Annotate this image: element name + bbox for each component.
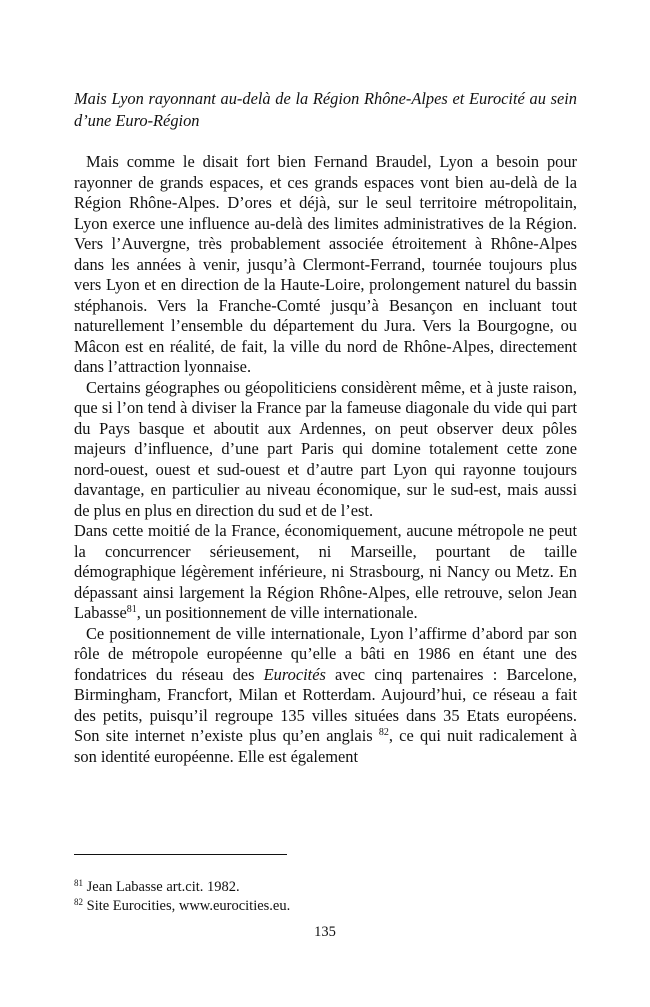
eurocites-term: Eurocités xyxy=(263,664,326,684)
footnote-separator xyxy=(74,854,287,855)
footnote-ref-81[interactable]: 81 xyxy=(126,604,137,615)
footnote-82 xyxy=(74,897,577,916)
footnote-ref-82[interactable]: 82 xyxy=(378,727,389,738)
footnote-text: Site Eurocities, www.eurocities.eu. xyxy=(86,898,291,914)
footnote-81 xyxy=(74,878,577,897)
page-body xyxy=(74,88,577,767)
section-heading: Mais Lyon rayonnant au-delà de la Région Rhône-Alpes et Eurocité au sein d’une Euro-Région xyxy=(74,89,577,130)
footnote-text: Jean Labasse art.cit. 1982. xyxy=(86,879,240,895)
paragraph-eurocites-text-mid: avec cinq partenaires : Barcelone, Birmingham, Francfort, Milan et Rotterdam. Aujourd’hui, ce réseau a fait des petits, puisqu’il regroupe 135 villes situées dans 35 Etats européens. Son site internet n’existe plus qu’en anglais xyxy=(74,664,577,745)
paragraph-eurocites xyxy=(74,624,577,768)
paragraph-eurocites-text: Ce positionnement de ville internationale, Lyon l’affirme d’abord par son rôle de métropole européenne qu’elle a bâti en 1986 en étant une des fondatrices du réseau des xyxy=(74,623,577,684)
footnote-number: 81 xyxy=(74,878,83,888)
paragraph-metropole xyxy=(74,521,577,624)
paragraph-diagonale: Certains géographes ou géopoliticiens considèrent même, et à juste raison, que si l’on tend à diviser la France par la fameuse diagonale du vide qui part du Pays basque et aboutit aux Ardennes, on peut observer deux pôles majeurs d’influence, d’une part Paris qui domine totalement cette zone nord-ouest, ouest et sud-ouest et d’autre part Lyon qui rayonne toujours davantage, en particulier au niveau économique, sur le sud-est, mais aussi de plus en plus en direction du sud et de l’est. xyxy=(74,377,577,520)
paragraph-eurocites-text-end: , ce qui nuit radicalement à son identité européenne. Elle est également xyxy=(74,726,577,766)
paragraph-braudel: Mais comme le disait fort bien Fernand Braudel, Lyon a besoin pour rayonner de grands espaces, et ces grands espaces vont bien au-delà de la Région Rhône-Alpes. D’ores et déjà, sur le seul territoire métropolitain, Lyon exerce une influence au-delà des limites administratives de la Région. Vers l’Auvergne, très probablement associée étroitement à Rhône-Alpes dans les années à venir, jusqu’à Clermont-Ferrand, tournée toujours plus vers Lyon et en direction de la Haute-Loire, prolongement naturel du bassin stéphanois. Vers la Franche-Comté jusqu’à Besançon en incluant tout naturellement l’ensemble du département du Jura. Vers la Bourgogne, ou Mâcon est en réalité, de fait, la ville du nord de Rhône-Alpes, directement dans l’attraction lyonnaise. xyxy=(74,152,577,376)
footnote-number: 82 xyxy=(74,897,83,907)
paragraph-metropole-text: Dans cette moitié de la France, économiquement, aucune métropole ne peut la concurrencer sérieusement, ni Marseille, pourtant de taille démographique légèrement inférieure, ni Strasbourg, ni Nancy ou Metz. En dépassant ainsi largement la Région Rhône-Alpes, elle retrouve, selon Jean Labasse xyxy=(74,521,577,622)
paragraph-metropole-text-end: , un positionnement de ville internationale. xyxy=(136,603,418,622)
footnotes xyxy=(74,878,577,916)
page-number: 135 xyxy=(314,924,336,940)
